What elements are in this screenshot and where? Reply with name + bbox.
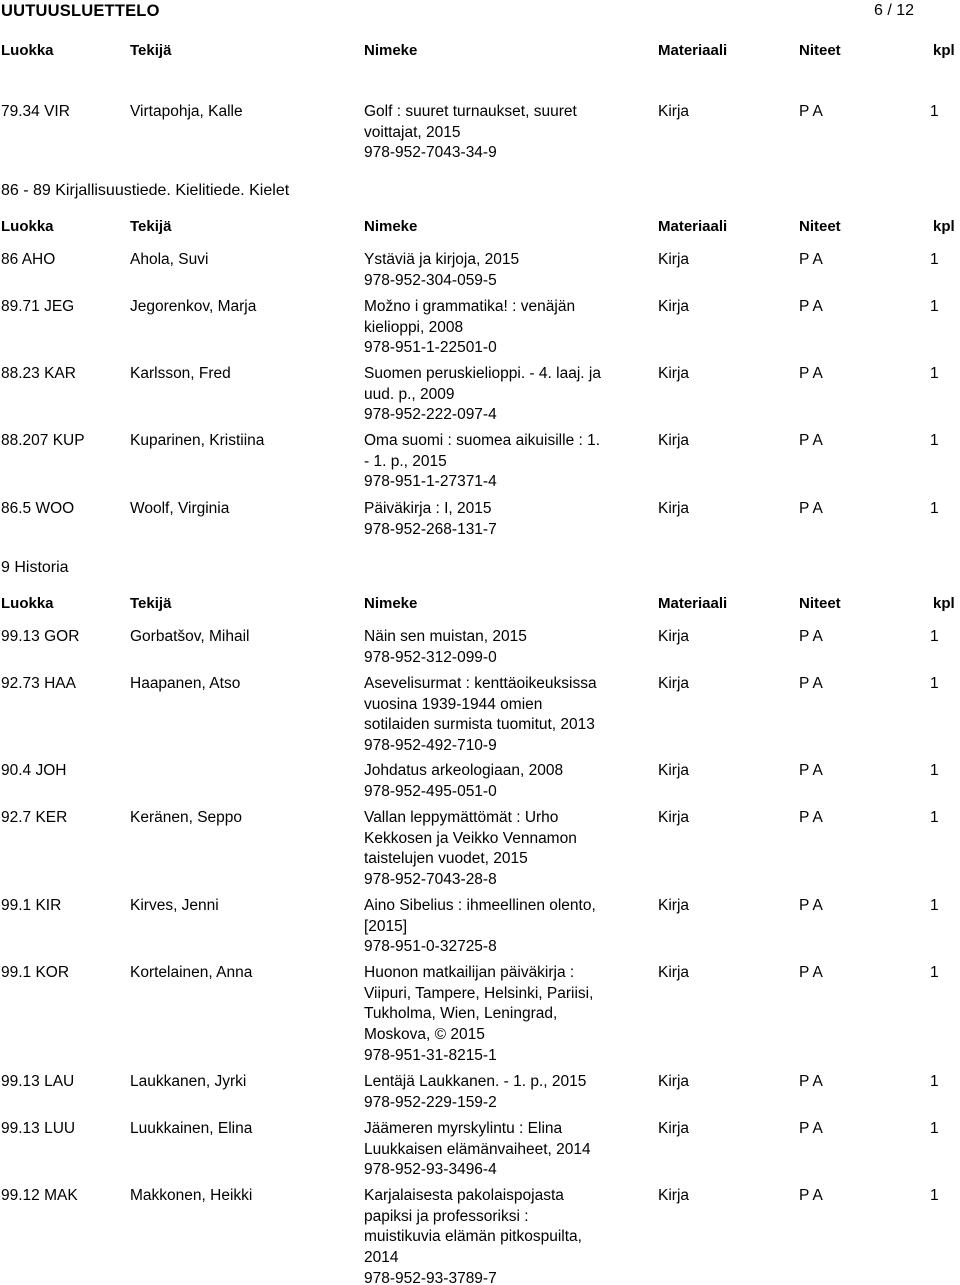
nimeke-line: voittajat, 2015 — [364, 123, 461, 141]
cell-materiaali: Kirja — [658, 964, 690, 981]
column-header-tekija: Tekijä — [130, 42, 172, 59]
column-header-niteet: Niteet — [799, 42, 841, 59]
nimeke-line: sotilaiden surmista tuomitut, 2013 — [364, 716, 595, 734]
cell-luokka: 92.7 KER — [1, 809, 68, 826]
cell-tekija: Woolf, Virginia — [130, 500, 230, 517]
nimeke-isbn: 978-952-222-097-4 — [364, 406, 497, 424]
column-header-nimeke: Nimeke — [364, 218, 418, 235]
cell-materiaali: Kirja — [658, 675, 690, 692]
cell-niteet: P A — [799, 675, 823, 692]
nimeke-line: kielioppi, 2008 — [364, 318, 464, 336]
cell-nimeke — [364, 761, 626, 802]
cell-nimeke — [364, 250, 626, 291]
cell-niteet: P A — [799, 809, 823, 826]
cell-kpl: 1 — [930, 432, 939, 449]
cell-materiaali: Kirja — [658, 500, 690, 517]
cell-kpl: 1 — [930, 103, 939, 120]
cell-kpl: 1 — [930, 365, 939, 382]
column-header-luokka: Luokka — [1, 42, 54, 59]
nimeke-isbn: 978-952-229-159-2 — [364, 1093, 497, 1111]
nimeke-isbn: 978-952-492-710-9 — [364, 737, 497, 755]
cell-kpl: 1 — [930, 897, 939, 914]
nimeke-isbn: 978-952-304-059-5 — [364, 271, 497, 289]
section-title: 86 - 89 Kirjallisuustiede. Kielitiede. Kielet — [1, 182, 290, 199]
cell-tekija: Virtapohja, Kalle — [130, 103, 243, 120]
cell-materiaali: Kirja — [658, 103, 690, 120]
column-header-materiaali: Materiaali — [658, 42, 728, 59]
cell-kpl: 1 — [930, 675, 939, 692]
cell-tekija: Jegorenkov, Marja — [130, 298, 257, 315]
nimeke-line: Jäämeren myrskylintu : Elina — [364, 1120, 563, 1137]
nimeke-line: Vallan leppymättömät : Urho — [364, 809, 559, 826]
nimeke-isbn: 978-952-93-3496-4 — [364, 1161, 497, 1179]
cell-materiaali: Kirja — [658, 762, 690, 779]
nimeke-line: Näin sen muistan, 2015 — [364, 628, 527, 645]
cell-tekija: Laukkanen, Jyrki — [130, 1073, 247, 1090]
nimeke-line: taistelujen vuodet, 2015 — [364, 850, 528, 868]
cell-luokka: 99.12 MAK — [1, 1187, 78, 1204]
column-header-luokka: Luokka — [1, 218, 54, 235]
cell-tekija: Kuparinen, Kristiina — [130, 432, 265, 449]
nimeke-line: papiksi ja professoriksi : — [364, 1207, 529, 1225]
column-header-row — [0, 217, 960, 238]
cell-luokka: 86 AHO — [1, 251, 56, 268]
cell-nimeke — [364, 499, 626, 540]
cell-kpl: 1 — [930, 964, 939, 981]
nimeke-line: Johdatus arkeologiaan, 2008 — [364, 762, 564, 779]
cell-luokka: 90.4 JOH — [1, 762, 67, 779]
column-header-materiaali: Materiaali — [658, 595, 728, 612]
nimeke-line: Oma suomi : suomea aikuisille : 1. — [364, 432, 601, 449]
column-header-nimeke: Nimeke — [364, 42, 418, 59]
column-header-row — [0, 41, 960, 62]
nimeke-isbn: 978-952-7043-28-8 — [364, 871, 497, 889]
section-title: 9 Historia — [1, 559, 69, 576]
nimeke-line: Kekkosen ja Veikko Vennamon — [364, 829, 577, 847]
cell-nimeke — [364, 364, 626, 426]
cell-luokka: 99.13 LUU — [1, 1120, 76, 1137]
cell-kpl: 1 — [930, 298, 939, 315]
page-number: 6 / 12 — [873, 2, 914, 19]
cell-kpl: 1 — [930, 1120, 939, 1137]
cell-tekija: Gorbatšov, Mihail — [130, 628, 250, 645]
cell-nimeke — [364, 102, 626, 164]
cell-kpl: 1 — [930, 762, 939, 779]
cell-luokka: 86.5 WOO — [1, 500, 75, 517]
cell-niteet: P A — [799, 1187, 823, 1204]
cell-luokka: 99.13 GOR — [1, 628, 80, 645]
nimeke-isbn: 978-952-312-099-0 — [364, 648, 497, 666]
nimeke-isbn: 978-951-1-22501-0 — [364, 339, 497, 357]
cell-tekija: Karlsson, Fred — [130, 365, 231, 382]
cell-luokka: 92.73 HAA — [1, 675, 76, 692]
cell-tekija: Ahola, Suvi — [130, 251, 209, 268]
nimeke-isbn: 978-952-495-051-0 — [364, 782, 497, 800]
cell-materiaali: Kirja — [658, 1120, 690, 1137]
column-header-nimeke: Nimeke — [364, 595, 418, 612]
cell-niteet: P A — [799, 103, 823, 120]
cell-tekija: Haapanen, Atso — [130, 675, 241, 692]
nimeke-isbn: 978-952-7043-34-9 — [364, 144, 497, 162]
cell-materiaali: Kirja — [658, 251, 690, 268]
cell-tekija: Kortelainen, Anna — [130, 964, 253, 981]
cell-nimeke — [364, 1072, 626, 1113]
cell-niteet: P A — [799, 298, 823, 315]
nimeke-line: Tukholma, Wien, Leningrad, — [364, 1005, 558, 1023]
nimeke-line: Huonon matkailijan päiväkirja : — [364, 964, 575, 981]
cell-nimeke — [364, 1186, 626, 1285]
cell-luokka: 79.34 VIR — [1, 103, 70, 120]
cell-niteet: P A — [799, 432, 823, 449]
cell-luokka: 89.71 JEG — [1, 298, 75, 315]
nimeke-line: Moskova, © 2015 — [364, 1026, 485, 1044]
cell-niteet: P A — [799, 964, 823, 981]
cell-nimeke — [364, 896, 626, 958]
cell-materiaali: Kirja — [658, 809, 690, 826]
cell-materiaali: Kirja — [658, 1073, 690, 1090]
cell-niteet: P A — [799, 251, 823, 268]
cell-nimeke — [364, 1119, 626, 1181]
cell-niteet: P A — [799, 500, 823, 517]
column-header-niteet: Niteet — [799, 218, 841, 235]
cell-kpl: 1 — [930, 628, 939, 645]
cell-luokka: 88.23 KAR — [1, 365, 76, 382]
column-header-kpl: kpl — [933, 42, 955, 59]
column-header-materiaali: Materiaali — [658, 218, 728, 235]
cell-tekija: Makkonen, Heikki — [130, 1187, 253, 1204]
nimeke-line: uud. p., 2009 — [364, 385, 455, 403]
cell-kpl: 1 — [930, 251, 939, 268]
cell-nimeke — [364, 431, 626, 493]
nimeke-line: Aino Sibelius : ihmeellinen olento, — [364, 897, 596, 914]
nimeke-line: Možno i grammatika! : venäjän — [364, 298, 576, 315]
cell-materiaali: Kirja — [658, 298, 690, 315]
column-header-tekija: Tekijä — [130, 595, 172, 612]
cell-niteet: P A — [799, 628, 823, 645]
cell-luokka: 88.207 KUP — [1, 432, 85, 449]
nimeke-isbn: 978-951-31-8215-1 — [364, 1046, 497, 1064]
cell-niteet: P A — [799, 762, 823, 779]
nimeke-line: 2014 — [364, 1249, 399, 1267]
cell-nimeke — [364, 297, 626, 359]
cell-materiaali: Kirja — [658, 1187, 690, 1204]
nimeke-line: [2015] — [364, 917, 408, 935]
nimeke-line: Viipuri, Tampere, Helsinki, Pariisi, — [364, 984, 594, 1002]
column-header-niteet: Niteet — [799, 595, 841, 612]
cell-luokka: 99.1 KOR — [1, 964, 70, 981]
nimeke-isbn: 978-951-1-27371-4 — [364, 473, 497, 491]
cell-luokka: 99.1 KIR — [1, 897, 62, 914]
column-header-tekija: Tekijä — [130, 218, 172, 235]
cell-nimeke — [364, 674, 626, 757]
cell-kpl: 1 — [930, 1187, 939, 1204]
nimeke-line: Lentäjä Laukkanen. - 1. p., 2015 — [364, 1073, 587, 1090]
cell-tekija: Kirves, Jenni — [130, 897, 219, 914]
cell-tekija: Keränen, Seppo — [130, 809, 243, 826]
cell-materiaali: Kirja — [658, 628, 690, 645]
cell-materiaali: Kirja — [658, 432, 690, 449]
column-header-row — [0, 594, 960, 615]
cell-luokka: 99.13 LAU — [1, 1073, 75, 1090]
cell-niteet: P A — [799, 365, 823, 382]
column-header-kpl: kpl — [933, 218, 955, 235]
nimeke-line: Asevelisurmat : kenttäoikeuksissa — [364, 675, 597, 692]
cell-niteet: P A — [799, 1120, 823, 1137]
cell-materiaali: Kirja — [658, 897, 690, 914]
cell-tekija: Luukkainen, Elina — [130, 1120, 253, 1137]
cell-nimeke — [364, 963, 626, 1067]
column-header-luokka: Luokka — [1, 595, 54, 612]
cell-niteet: P A — [799, 1073, 823, 1090]
cell-niteet: P A — [799, 897, 823, 914]
document-title: UUTUUSLUETTELO — [1, 2, 160, 20]
nimeke-line: vuosina 1939-1944 omien — [364, 695, 543, 713]
nimeke-line: Karjalaisesta pakolaispojasta — [364, 1187, 564, 1204]
nimeke-line: Suomen peruskielioppi. - 4. laaj. ja — [364, 365, 601, 382]
cell-kpl: 1 — [930, 500, 939, 517]
cell-kpl: 1 — [930, 1073, 939, 1090]
nimeke-line: Ystäviä ja kirjoja, 2015 — [364, 251, 520, 268]
nimeke-line: muistikuvia elämän pitkospuilta, — [364, 1228, 582, 1246]
column-header-kpl: kpl — [933, 595, 955, 612]
nimeke-line: Golf : suuret turnaukset, suuret — [364, 103, 577, 120]
cell-nimeke — [364, 627, 626, 668]
cell-nimeke — [364, 808, 626, 891]
cell-materiaali: Kirja — [658, 365, 690, 382]
nimeke-isbn: 978-951-0-32725-8 — [364, 938, 497, 956]
nimeke-line: Luukkaisen elämänvaiheet, 2014 — [364, 1140, 591, 1158]
nimeke-isbn: 978-952-268-131-7 — [364, 520, 497, 538]
cell-kpl: 1 — [930, 809, 939, 826]
nimeke-line: Päiväkirja : I, 2015 — [364, 500, 492, 517]
nimeke-isbn: 978-952-93-3789-7 — [364, 1269, 497, 1285]
nimeke-line: - 1. p., 2015 — [364, 452, 447, 470]
